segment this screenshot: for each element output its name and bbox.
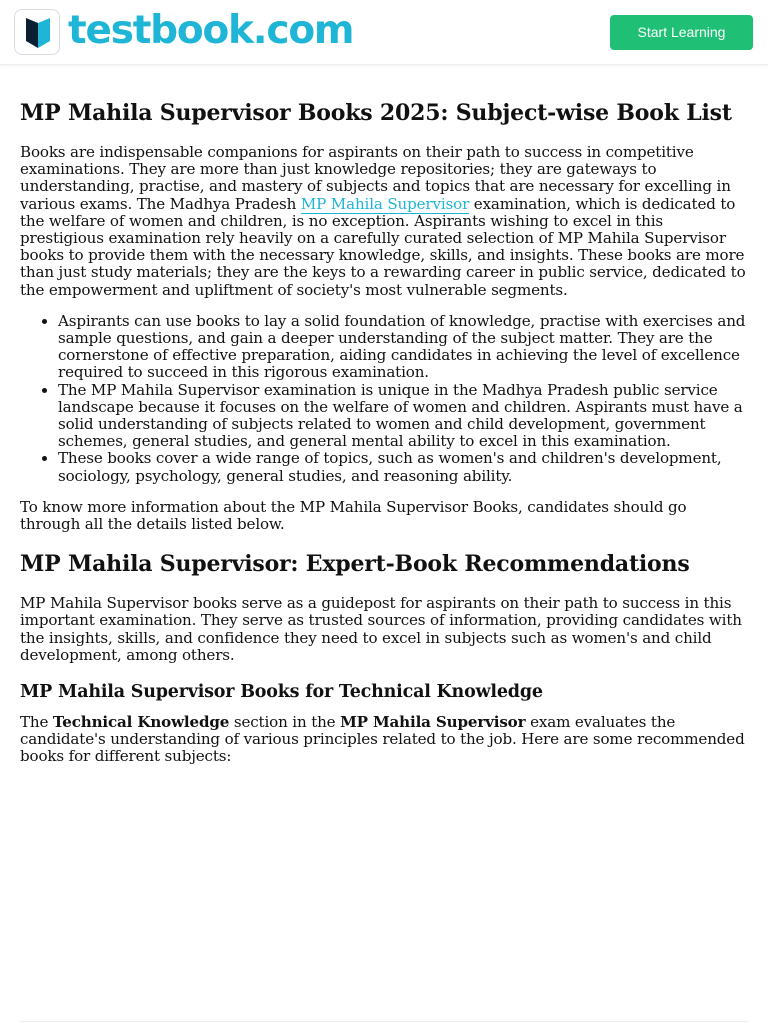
testbook-logo[interactable] (14, 9, 60, 55)
more-info-paragraph: To know more information about the MP Mahila Supervisor Books, candidates should go through all the details listed below. (20, 497, 687, 534)
list-item: • These books cover a wide range of topics, such as women's and children's development, sociology, psychology, general studies, and reasoning ability. (58, 450, 750, 484)
subsection-heading: MP Mahila Supervisor Books for Technical Knowledge (20, 682, 543, 703)
book-icon (23, 17, 53, 49)
page-title: MP Mahila Supervisor Books 2025: Subject-wise Book List (20, 100, 732, 126)
text-span: section in the (229, 713, 341, 732)
text-span: The (20, 713, 53, 732)
section-paragraph: MP Mahila Supervisor books serve as a guidepost for aspirants on their path to success in this important examination. They serve as trusted sources of information, providing candidates with the insights, skills, and confidence they need to excel in subjects such as women's and child development, among others. (20, 594, 742, 664)
intro-text-start: Books are indispensable companions for aspirants on their path to success in competitive examinations. They are more than just knowledge repositories; they are gateways to understanding, practise, and mastery of subjects and topics that are necessary for excelling in various exams. The Madhya Pradesh (20, 143, 731, 213)
technical-knowledge-paragraph (20, 714, 750, 766)
mp-mahila-supervisor-link[interactable]: MP Mahila Supervisor (300, 194, 470, 213)
mp-mahila-supervisor-bold: MP Mahila Supervisor (340, 713, 526, 732)
list-item: • Aspirants can use books to lay a solid foundation of knowledge, practise with exercises and sample questions, and gain a deeper understanding of the subject matter. They are the cornerstone of effective preparation, aiding candidates in achieving the level of excellence required to succeed in this rigorous examination. (58, 313, 750, 382)
divider (20, 1021, 748, 1022)
logo-wordmark[interactable]: testbook.com (68, 8, 354, 53)
list-item: • The MP Mahila Supervisor examination is unique in the Madhya Pradesh public service landscape because it focuses on the welfare of women and children. Aspirants must have a solid understanding of subjects related to women and child development, government schemes, general studies, and general mental ability to excel in this examination. (58, 382, 750, 451)
intro-paragraph (20, 144, 750, 299)
section-heading: MP Mahila Supervisor: Expert-Book Recommendations (20, 551, 690, 578)
benefits-list (20, 313, 750, 485)
start-learning-button[interactable]: Start Learning (610, 15, 753, 50)
technical-knowledge-bold: Technical Knowledge (52, 713, 230, 732)
site-header (0, 0, 768, 65)
article-body (20, 98, 750, 780)
text-span: exam evaluates the candidate's understanding of various principles related to the job. Here are some recommended books for different subjects: (20, 713, 745, 766)
intro-text-end: examination, which is dedicated to the welfare of women and children, is no exception. Aspirants wishing to excel in this prestigious examination rely heavily on a carefully curated selection of MP Mahila Supervisor books to provide them with the necessary knowledge, skills, and insights. These books are more than just study materials; they are the keys to a rewarding career in public service, dedicated to the empowerment and upliftment of society's most vulnerable segments. (20, 194, 746, 299)
